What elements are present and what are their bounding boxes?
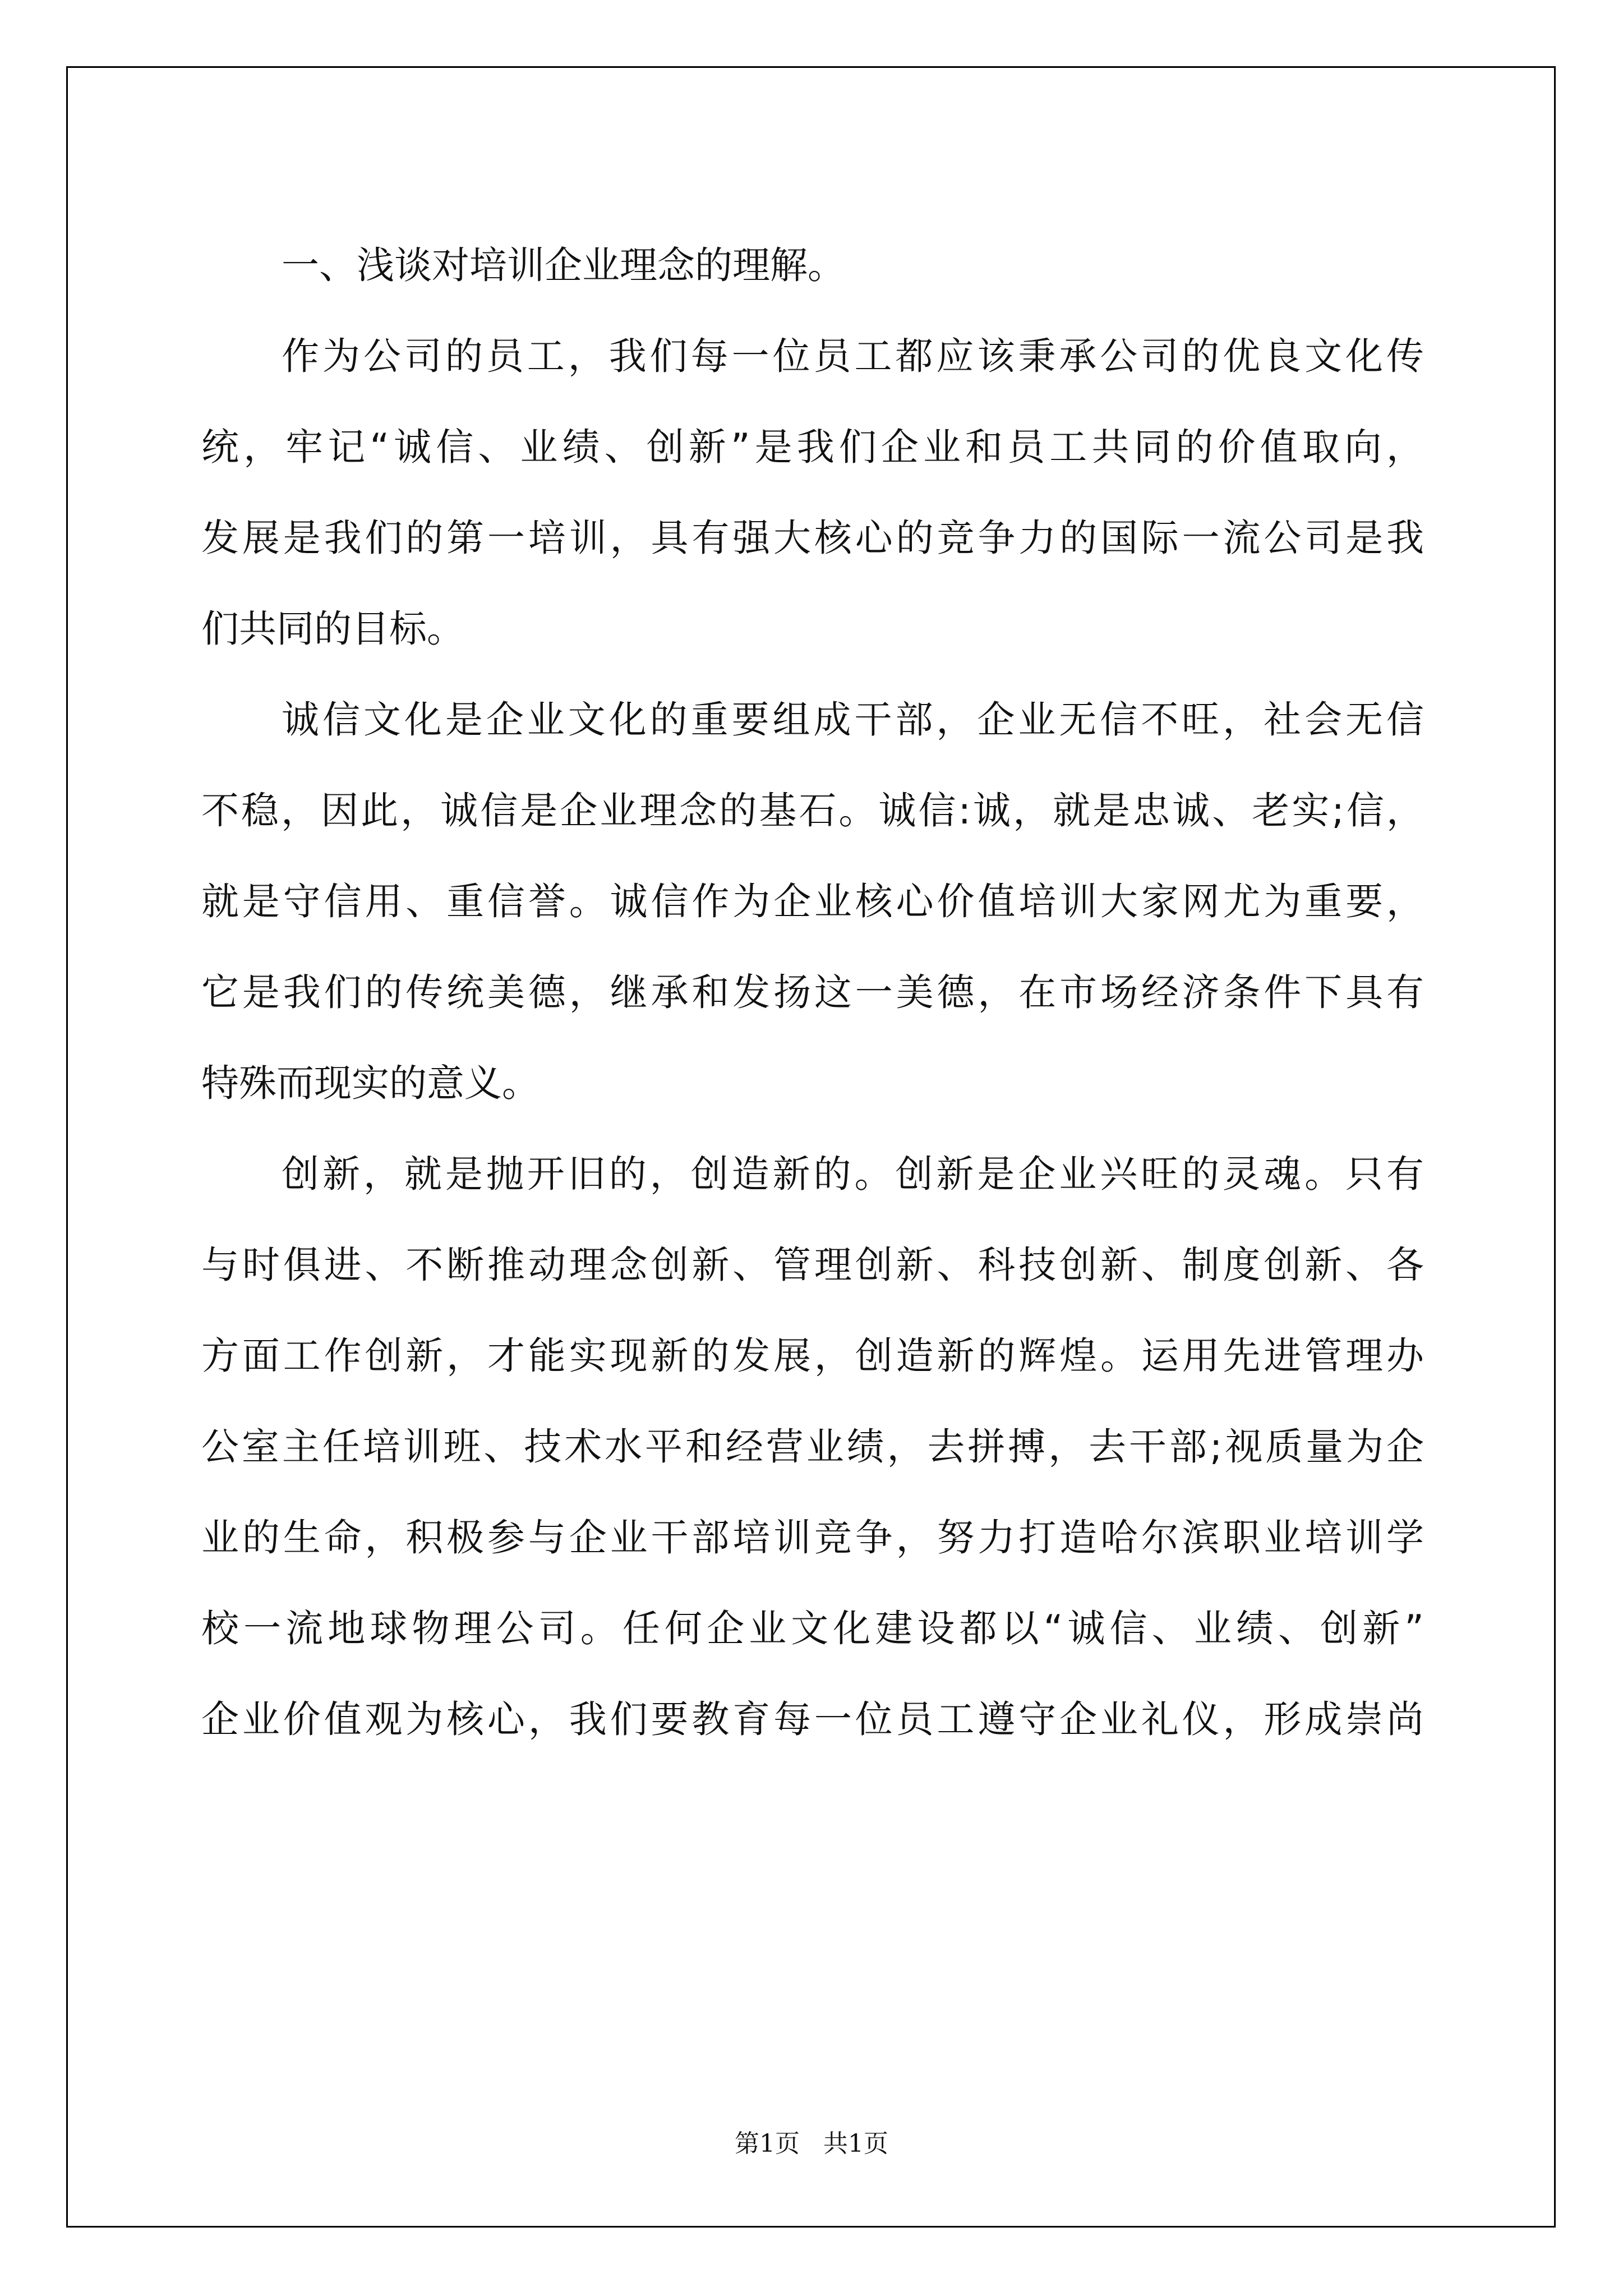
paragraph-line: 不稳，因此，诚信是企业理念的基石。诚信:诚，就是忠诚、老实;信， (201, 789, 1424, 832)
paragraph-line: 发展是我们的第一培训，具有强大核心的竞争力的国际一流公司是我 (201, 516, 1424, 560)
paragraph-line: 诚信文化是企业文化的重要组成干部，企业无信不旺，社会无信 (282, 698, 1424, 742)
paragraph-line: 方面工作创新，才能实现新的发展，创造新的辉煌。运用先进管理办 (201, 1334, 1424, 1378)
paragraph-line: 它是我们的传统美德，继承和发扬这一美德，在市场经济条件下具有 (201, 970, 1424, 1014)
paragraph-line: 企业价值观为核心，我们要教育每一位员工遵守企业礼仪，形成崇尚 (201, 1697, 1424, 1741)
paragraph-line: 公室主任培训班、技术水平和经营业绩，去拼搏，去干部;视质量为企 (201, 1425, 1424, 1469)
paragraph-line: 作为公司的员工，我们每一位员工都应该秉承公司的优良文化传 (282, 334, 1424, 378)
paragraph-line: 们共同的目标。 (201, 607, 464, 651)
paragraph-line: 统，牢记“诚信、业绩、创新”是我们企业和员工共同的价值取向， (201, 425, 1424, 469)
page-total: 共1页 (823, 2129, 888, 2158)
paragraph-line: 校一流地球物理公司。任何企业文化建设都以“诚信、业绩、创新” (201, 1607, 1424, 1650)
document-body (201, 220, 1424, 1765)
paragraph-line: 特殊而现实的意义。 (201, 1061, 540, 1105)
paragraph-line: 业的生命，积极参与企业干部培训竞争，努力打造哈尔滨职业培训学 (201, 1516, 1424, 1559)
paragraph-line: 创新，就是抛开旧的，创造新的。创新是企业兴旺的灵魂。只有 (282, 1152, 1424, 1196)
section-heading: 一、浅谈对培训企业理念的理解。 (282, 243, 845, 287)
paragraph-line: 就是守信用、重信誉。诚信作为企业核心价值培训大家网尤为重要， (201, 880, 1424, 923)
page-number: 第1页 (735, 2129, 800, 2158)
page-footer (0, 2123, 1623, 2159)
paragraph-line: 与时俱进、不断推动理念创新、管理创新、科技创新、制度创新、各 (201, 1243, 1424, 1287)
